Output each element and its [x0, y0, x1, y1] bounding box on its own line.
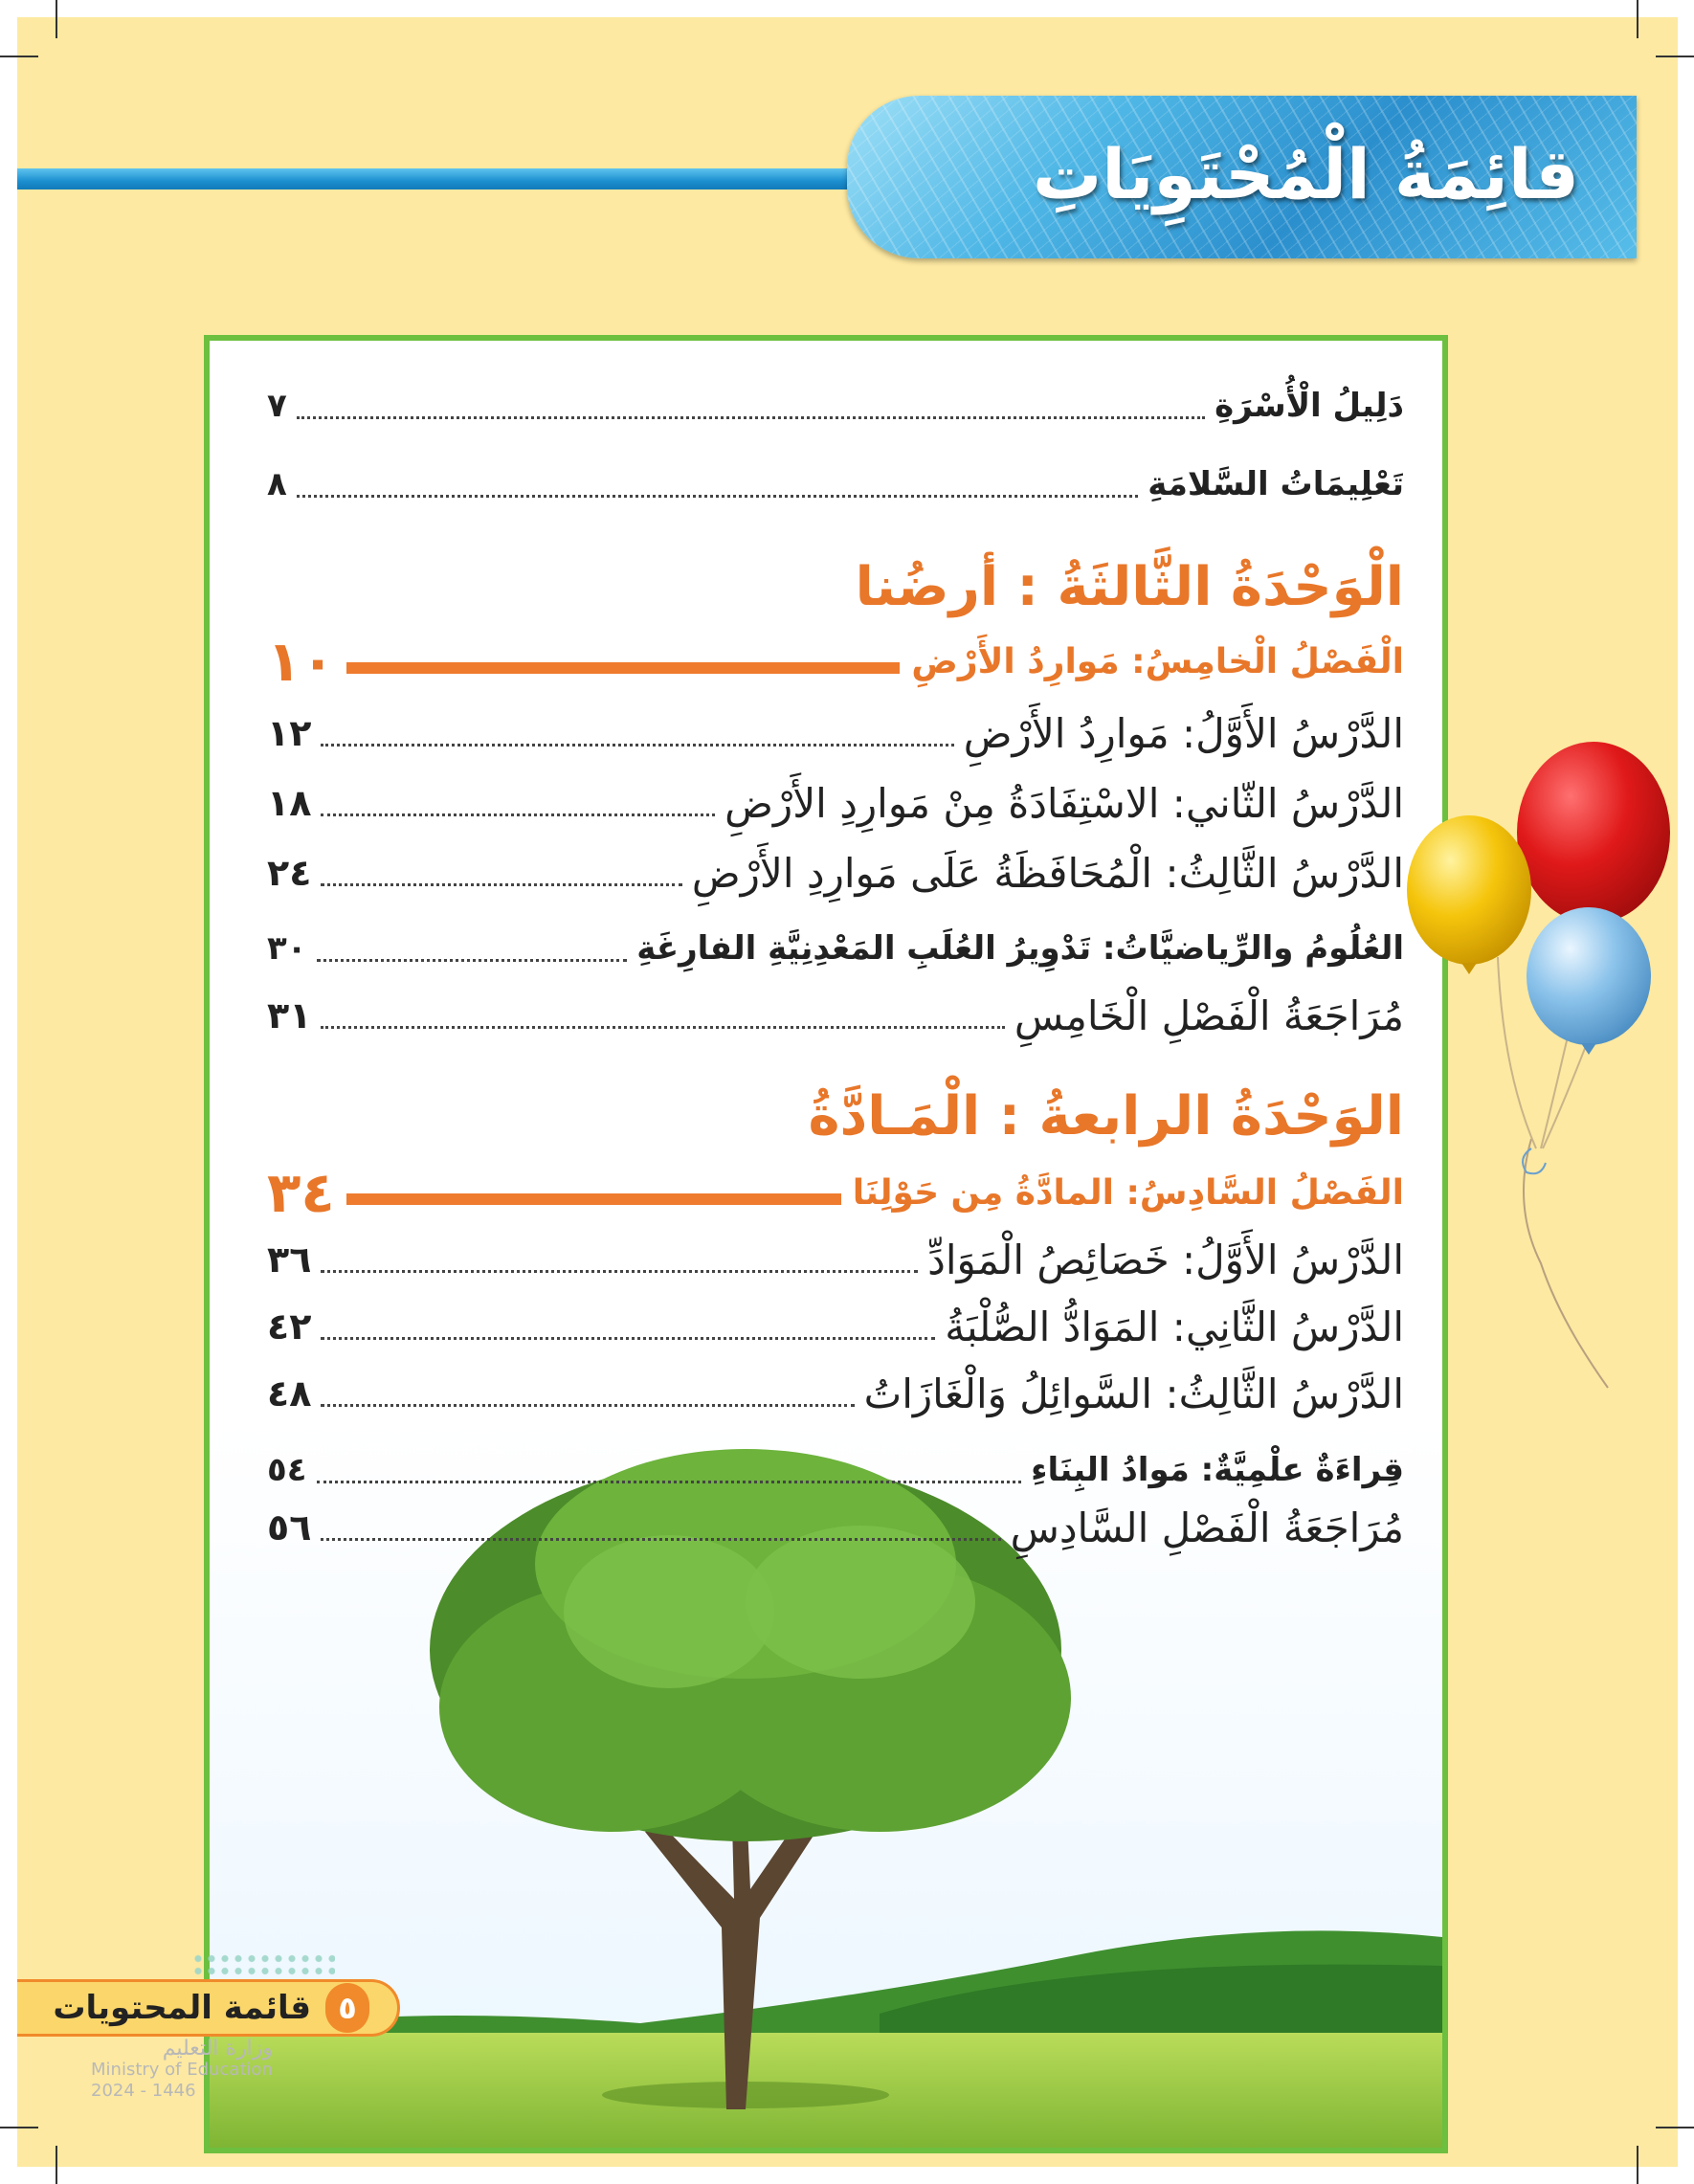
toc-page: ٢٤	[267, 852, 312, 894]
ministry-watermark	[91, 2039, 273, 2102]
unit-title: الْوَحْدَةُ الثَّالثَةُ : أرضُنا	[855, 556, 1404, 618]
toc-page: ٤٨	[267, 1372, 312, 1415]
dot-leader	[321, 1404, 854, 1407]
dot-leader	[317, 959, 628, 962]
dot-leader	[297, 495, 1138, 498]
toc-label: الدَّرْسُ الثَّالِثُ: الْمُحَافَظَةُ عَلَى مَوارِدِ الأَرْضِ	[691, 849, 1404, 897]
toc-row[interactable]	[267, 844, 1404, 902]
toc-label: دَلِيلُ الْأُسْرَةِ	[1215, 387, 1404, 425]
toc-page: ١٨	[267, 782, 312, 824]
dot-leader	[321, 1337, 935, 1340]
toc-row[interactable]	[267, 1499, 1404, 1556]
dot-leader	[297, 416, 1205, 419]
toc-row[interactable]	[267, 377, 1404, 435]
crop-mark	[1656, 56, 1694, 57]
ministry-logo-icon	[191, 1952, 335, 1977]
crop-mark	[0, 2127, 38, 2128]
toc-label: مُرَاجَعَةُ الْفَصْلِ السَّادِسِ	[1010, 1504, 1404, 1551]
balloons-illustration	[1388, 727, 1675, 1397]
toc-label: الدَّرْسُ الأَوَّلُ: مَوارِدُ الأَرْضِ	[963, 709, 1404, 757]
dot-leader	[317, 1481, 1022, 1483]
toc-page: ٤٢	[267, 1305, 312, 1348]
crop-mark	[1637, 2146, 1638, 2184]
chapter-bar	[346, 662, 901, 674]
chapter-row[interactable]	[267, 1160, 1404, 1225]
toc-page: ٥٦	[267, 1506, 312, 1549]
toc-row[interactable]	[267, 920, 1404, 977]
crop-mark	[1637, 0, 1638, 38]
footer-title: قائمة المحتويات	[53, 1989, 311, 2027]
toc-row[interactable]	[267, 1441, 1404, 1499]
dot-leader	[321, 744, 953, 747]
toc-page: ٣١	[267, 994, 312, 1036]
toc-label: تَعْلِيمَاتُ السَّلامَةِ	[1148, 465, 1404, 503]
watermark-ar: وزارة التعليم	[162, 2037, 273, 2061]
crop-mark	[56, 0, 57, 38]
toc-label: الدَّرْسُ الثَّانِي: المَوَادُّ الصُّلْبَةُ	[945, 1303, 1404, 1350]
toc-page: ١٢	[267, 712, 312, 754]
toc-row[interactable]	[267, 1298, 1404, 1355]
toc-row[interactable]	[267, 704, 1404, 762]
dot-leader	[321, 1270, 918, 1273]
unit-title: الوَحْدَةُ الرابعةُ : الْمَـادَّةُ	[808, 1085, 1404, 1148]
toc-label: العُلُومُ والرِّياضيَّاتُ: تَدْوِيرُ العُلَبِ المَعْدِنِيَّةِ الفارِغَةِ	[636, 929, 1404, 968]
toc-label: الدَّرْسُ الثّاني: الاسْتِفَادَةُ مِنْ مَوارِدِ الأَرْضِ	[724, 779, 1404, 827]
dot-leader	[321, 1026, 1004, 1029]
toc-page: ٧	[267, 387, 287, 425]
chapter-row[interactable]	[267, 629, 1404, 694]
toc-label: الدَّرْسُ الأَوَّلُ: خَصَائِصُ الْمَوَادِّ	[927, 1236, 1404, 1283]
chapter-page: ١٠	[267, 629, 335, 694]
toc-label: قِراءَةٌ علْمِيَّةٌ: مَوادُ البِنَاءِ	[1031, 1451, 1404, 1489]
toc-page: ٣٠	[267, 929, 307, 968]
chapter-bar	[346, 1193, 841, 1205]
chapter-label: الفَصْلُ السَّادِسُ: المادَّةُ مِن حَوْلِنَا	[852, 1172, 1404, 1213]
dot-leader	[321, 1538, 1000, 1541]
toc-row[interactable]	[267, 774, 1404, 832]
title-banner	[847, 96, 1637, 258]
crop-mark	[0, 56, 38, 57]
toc-row[interactable]	[267, 1231, 1404, 1288]
dot-leader	[321, 813, 715, 816]
chapter-label: الْفَصْلُ الْخامِسُ: مَوارِدُ الأَرْضِ	[911, 641, 1404, 681]
toc-page: ٣٦	[267, 1238, 312, 1281]
page-title: قائِمَةُ الْمُحْتَوِيَاتِ	[1032, 134, 1579, 214]
dot-leader	[321, 883, 681, 886]
contents-panel	[204, 335, 1448, 2153]
watermark-en: Ministry of Education	[91, 2060, 273, 2080]
toc-label: مُرَاجَعَةُ الْفَصْلِ الْخَامِسِ	[1014, 992, 1404, 1039]
toc-label: الدَّرْسُ الثَّالِثُ: السَّوائِلُ وَالْغَازَاتُ	[863, 1370, 1404, 1417]
toc-row[interactable]	[267, 987, 1404, 1044]
watermark-year: 2024 - 1446	[91, 2081, 196, 2101]
chapter-page: ٣٤	[267, 1160, 335, 1225]
toc-page: ٥٤	[267, 1451, 307, 1489]
crop-mark	[1656, 2127, 1694, 2128]
page-number: ٥	[325, 1983, 369, 2033]
toc-row[interactable]	[267, 1365, 1404, 1422]
toc-page: ٨	[267, 465, 287, 503]
title-stripe	[17, 168, 907, 189]
crop-mark	[56, 2146, 57, 2184]
toc-row[interactable]	[267, 456, 1404, 513]
